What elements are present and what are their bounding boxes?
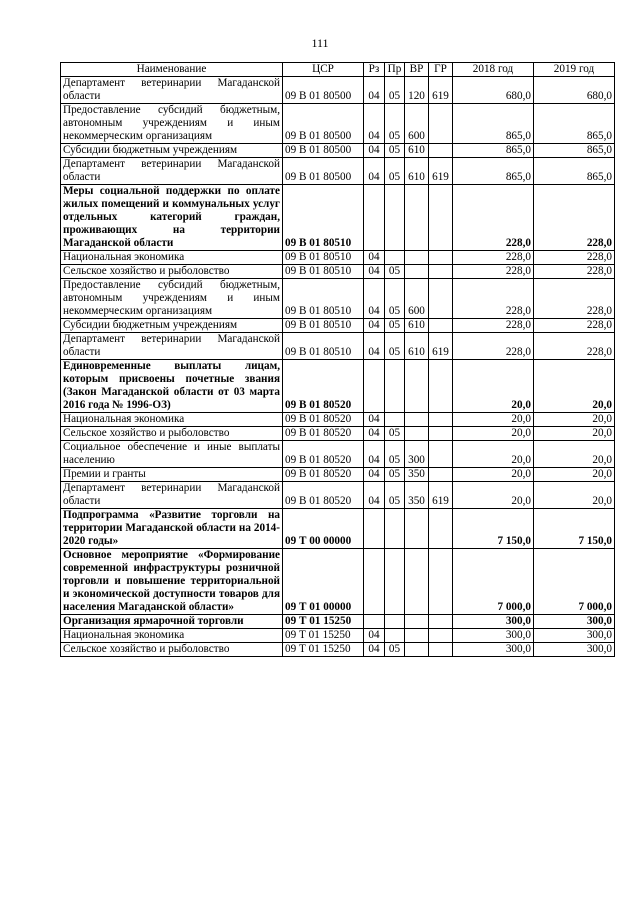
cell-pr xyxy=(385,185,405,251)
cell-gr xyxy=(429,427,453,441)
table-row xyxy=(61,427,615,441)
cell-2019: 865,0 xyxy=(534,104,615,144)
cell-name: Сельское хозяйство и рыболовство xyxy=(61,643,283,657)
cell-csr: 09 В 01 80500 xyxy=(283,158,364,185)
cell-rz: 04 xyxy=(364,251,385,265)
cell-name: Единовременные выплаты лицам, которым присвоены почетные звания (Закон Магаданской области от 03 марта 2016 года № 1996-ОЗ) xyxy=(61,360,283,413)
cell-gr xyxy=(429,643,453,657)
cell-gr xyxy=(429,104,453,144)
cell-2018: 20,0 xyxy=(453,413,534,427)
cell-rz xyxy=(364,549,385,615)
cell-csr: 09 В 01 80520 xyxy=(283,413,364,427)
cell-rz xyxy=(364,509,385,549)
cell-2019: 20,0 xyxy=(534,441,615,468)
table-row xyxy=(61,629,615,643)
cell-gr: 619 xyxy=(429,482,453,509)
cell-gr xyxy=(429,629,453,643)
cell-2018: 228,0 xyxy=(453,319,534,333)
cell-pr: 05 xyxy=(385,482,405,509)
cell-2018: 228,0 xyxy=(453,279,534,319)
cell-vr: 350 xyxy=(405,482,429,509)
cell-rz xyxy=(364,615,385,629)
cell-2018: 300,0 xyxy=(453,615,534,629)
cell-vr xyxy=(405,427,429,441)
cell-gr xyxy=(429,615,453,629)
cell-rz: 04 xyxy=(364,468,385,482)
cell-pr: 05 xyxy=(385,279,405,319)
table-header-row xyxy=(61,63,615,77)
cell-2018: 228,0 xyxy=(453,333,534,360)
cell-gr: 619 xyxy=(429,77,453,104)
cell-2019: 7 150,0 xyxy=(534,509,615,549)
table-row xyxy=(61,413,615,427)
cell-pr xyxy=(385,615,405,629)
table-row xyxy=(61,643,615,657)
cell-2018: 20,0 xyxy=(453,427,534,441)
cell-2019: 228,0 xyxy=(534,319,615,333)
cell-2019: 300,0 xyxy=(534,643,615,657)
cell-2019: 300,0 xyxy=(534,629,615,643)
cell-name: Подпрограмма «Развитие торговли на территории Магаданской области на 2014-2020 годы» xyxy=(61,509,283,549)
cell-gr xyxy=(429,509,453,549)
table-row xyxy=(61,185,615,251)
cell-name: Меры социальной поддержки по оплате жилых помещений и коммунальных услуг отдельных категорий граждан, проживающих на территории Магаданской области xyxy=(61,185,283,251)
cell-rz: 04 xyxy=(364,104,385,144)
cell-2019: 680,0 xyxy=(534,77,615,104)
cell-gr: 619 xyxy=(429,158,453,185)
cell-pr: 05 xyxy=(385,319,405,333)
cell-vr: 610 xyxy=(405,144,429,158)
cell-vr: 300 xyxy=(405,441,429,468)
cell-2018: 20,0 xyxy=(453,441,534,468)
cell-pr: 05 xyxy=(385,144,405,158)
cell-rz: 04 xyxy=(364,333,385,360)
cell-2018: 300,0 xyxy=(453,643,534,657)
cell-csr: 09 В 01 80520 xyxy=(283,482,364,509)
cell-csr: 09 Т 00 00000 xyxy=(283,509,364,549)
table-row xyxy=(61,509,615,549)
cell-2018: 20,0 xyxy=(453,468,534,482)
cell-csr: 09 В 01 80520 xyxy=(283,427,364,441)
cell-csr: 09 В 01 80520 xyxy=(283,360,364,413)
cell-vr xyxy=(405,265,429,279)
table-row xyxy=(61,279,615,319)
cell-csr: 09 В 01 80500 xyxy=(283,77,364,104)
cell-2018: 7 150,0 xyxy=(453,509,534,549)
table-row xyxy=(61,158,615,185)
cell-vr: 610 xyxy=(405,333,429,360)
cell-2018: 228,0 xyxy=(453,265,534,279)
cell-2018: 865,0 xyxy=(453,144,534,158)
cell-csr: 09 В 01 80510 xyxy=(283,185,364,251)
cell-name: Национальная экономика xyxy=(61,629,283,643)
header-2019: 2019 год xyxy=(534,63,615,77)
cell-2019: 865,0 xyxy=(534,158,615,185)
cell-vr: 600 xyxy=(405,279,429,319)
cell-rz: 04 xyxy=(364,158,385,185)
cell-name: Предоставление субсидий бюджетным, автономным учреждениям и иным некоммерческим организациям xyxy=(61,104,283,144)
cell-csr: 09 В 01 80510 xyxy=(283,279,364,319)
cell-rz: 04 xyxy=(364,413,385,427)
cell-csr: 09 В 01 80510 xyxy=(283,319,364,333)
cell-csr: 09 Т 01 15250 xyxy=(283,629,364,643)
cell-vr: 610 xyxy=(405,158,429,185)
cell-rz: 04 xyxy=(364,482,385,509)
cell-rz: 04 xyxy=(364,643,385,657)
cell-2019: 228,0 xyxy=(534,279,615,319)
table-row xyxy=(61,77,615,104)
cell-gr xyxy=(429,360,453,413)
header-rz: Рз xyxy=(364,63,385,77)
page-number: 111 xyxy=(311,36,329,50)
header-name: Наименование xyxy=(61,63,283,77)
cell-name: Предоставление субсидий бюджетным, автономным учреждениям и иным некоммерческим организациям xyxy=(61,279,283,319)
cell-pr xyxy=(385,549,405,615)
cell-name: Сельское хозяйство и рыболовство xyxy=(61,265,283,279)
cell-2019: 20,0 xyxy=(534,482,615,509)
cell-2019: 20,0 xyxy=(534,413,615,427)
cell-vr xyxy=(405,615,429,629)
cell-2018: 865,0 xyxy=(453,158,534,185)
cell-2019: 7 000,0 xyxy=(534,549,615,615)
cell-gr: 619 xyxy=(429,333,453,360)
cell-vr: 120 xyxy=(405,77,429,104)
cell-name: Субсидии бюджетным учреждениям xyxy=(61,319,283,333)
cell-csr: 09 В 01 80520 xyxy=(283,468,364,482)
cell-csr: 09 В 01 80510 xyxy=(283,251,364,265)
cell-csr: 09 Т 01 15250 xyxy=(283,643,364,657)
header-vr: ВР xyxy=(405,63,429,77)
table-row xyxy=(61,319,615,333)
cell-rz: 04 xyxy=(364,279,385,319)
cell-pr: 05 xyxy=(385,427,405,441)
table-row xyxy=(61,251,615,265)
cell-2018: 20,0 xyxy=(453,360,534,413)
cell-gr xyxy=(429,265,453,279)
cell-csr: 09 Т 01 00000 xyxy=(283,549,364,615)
cell-vr xyxy=(405,629,429,643)
cell-csr: 09 Т 01 15250 xyxy=(283,615,364,629)
cell-csr: 09 В 01 80510 xyxy=(283,333,364,360)
cell-csr: 09 В 01 80500 xyxy=(283,144,364,158)
table-row xyxy=(61,549,615,615)
cell-2018: 865,0 xyxy=(453,104,534,144)
cell-vr xyxy=(405,185,429,251)
cell-rz xyxy=(364,360,385,413)
cell-rz: 04 xyxy=(364,629,385,643)
cell-name: Департамент ветеринарии Магаданской области xyxy=(61,482,283,509)
cell-rz: 04 xyxy=(364,77,385,104)
table-row xyxy=(61,144,615,158)
cell-vr xyxy=(405,251,429,265)
cell-2019: 865,0 xyxy=(534,144,615,158)
cell-pr xyxy=(385,629,405,643)
cell-2018: 228,0 xyxy=(453,185,534,251)
cell-rz xyxy=(364,185,385,251)
cell-vr: 600 xyxy=(405,104,429,144)
cell-rz: 04 xyxy=(364,441,385,468)
cell-gr xyxy=(429,251,453,265)
cell-name: Департамент ветеринарии Магаданской области xyxy=(61,333,283,360)
cell-gr xyxy=(429,549,453,615)
cell-name: Основное мероприятие «Формирование современной инфраструктуры розничной торговли и повышение территориальной и экономической доступности товаров для населения Магаданской области» xyxy=(61,549,283,615)
table-row xyxy=(61,360,615,413)
cell-vr xyxy=(405,643,429,657)
cell-gr xyxy=(429,279,453,319)
cell-pr: 05 xyxy=(385,77,405,104)
cell-gr xyxy=(429,441,453,468)
cell-2018: 228,0 xyxy=(453,251,534,265)
cell-pr: 05 xyxy=(385,265,405,279)
cell-rz: 04 xyxy=(364,319,385,333)
cell-2018: 7 000,0 xyxy=(453,549,534,615)
cell-name: Организация ярмарочной торговли xyxy=(61,615,283,629)
cell-pr: 05 xyxy=(385,643,405,657)
table-row xyxy=(61,441,615,468)
table-row xyxy=(61,265,615,279)
budget-table xyxy=(60,62,615,657)
cell-csr: 09 В 01 80500 xyxy=(283,104,364,144)
cell-vr xyxy=(405,360,429,413)
cell-2019: 20,0 xyxy=(534,427,615,441)
header-pr: Пр xyxy=(385,63,405,77)
cell-gr xyxy=(429,185,453,251)
header-2018: 2018 год xyxy=(453,63,534,77)
cell-gr xyxy=(429,319,453,333)
cell-2019: 228,0 xyxy=(534,251,615,265)
cell-2019: 228,0 xyxy=(534,333,615,360)
table-body xyxy=(61,77,615,657)
table-row xyxy=(61,482,615,509)
cell-rz: 04 xyxy=(364,144,385,158)
cell-pr xyxy=(385,509,405,549)
cell-gr xyxy=(429,144,453,158)
cell-pr xyxy=(385,251,405,265)
cell-2019: 228,0 xyxy=(534,265,615,279)
header-gr: ГР xyxy=(429,63,453,77)
cell-csr: 09 В 01 80510 xyxy=(283,265,364,279)
cell-name: Премии и гранты xyxy=(61,468,283,482)
cell-2019: 20,0 xyxy=(534,468,615,482)
cell-gr xyxy=(429,413,453,427)
cell-2018: 20,0 xyxy=(453,482,534,509)
cell-vr xyxy=(405,413,429,427)
table-row xyxy=(61,104,615,144)
cell-pr: 05 xyxy=(385,158,405,185)
cell-vr: 350 xyxy=(405,468,429,482)
cell-2018: 680,0 xyxy=(453,77,534,104)
cell-pr: 05 xyxy=(385,104,405,144)
cell-pr: 05 xyxy=(385,468,405,482)
cell-2019: 20,0 xyxy=(534,360,615,413)
header-csr: ЦСР xyxy=(283,63,364,77)
table-row xyxy=(61,468,615,482)
cell-pr: 05 xyxy=(385,441,405,468)
cell-rz: 04 xyxy=(364,265,385,279)
cell-rz: 04 xyxy=(364,427,385,441)
cell-pr: 05 xyxy=(385,333,405,360)
cell-csr: 09 В 01 80520 xyxy=(283,441,364,468)
cell-vr xyxy=(405,549,429,615)
cell-gr xyxy=(429,468,453,482)
cell-2018: 300,0 xyxy=(453,629,534,643)
cell-2019: 300,0 xyxy=(534,615,615,629)
cell-name: Субсидии бюджетным учреждениям xyxy=(61,144,283,158)
cell-pr xyxy=(385,360,405,413)
cell-pr xyxy=(385,413,405,427)
cell-vr: 610 xyxy=(405,319,429,333)
cell-name: Сельское хозяйство и рыболовство xyxy=(61,427,283,441)
cell-name: Департамент ветеринарии Магаданской области xyxy=(61,77,283,104)
table-row xyxy=(61,333,615,360)
cell-vr xyxy=(405,509,429,549)
cell-name: Социальное обеспечение и иные выплаты населению xyxy=(61,441,283,468)
cell-name: Национальная экономика xyxy=(61,413,283,427)
cell-2019: 228,0 xyxy=(534,185,615,251)
cell-name: Департамент ветеринарии Магаданской области xyxy=(61,158,283,185)
cell-name: Национальная экономика xyxy=(61,251,283,265)
table-row xyxy=(61,615,615,629)
